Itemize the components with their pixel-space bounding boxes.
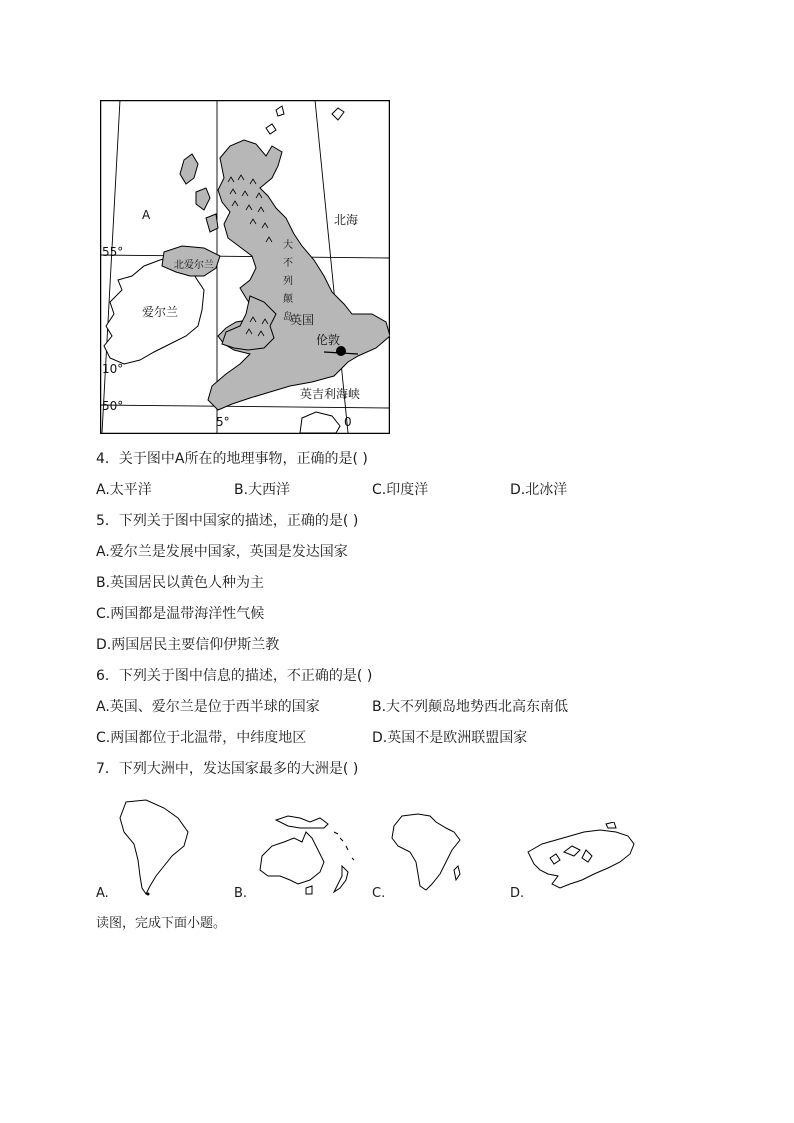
q4-option-b[interactable]: B.大西洋	[234, 482, 291, 498]
q7-option-c[interactable]: C.	[372, 886, 386, 901]
label-lon0: 0	[344, 415, 352, 429]
south-america-outline[interactable]	[116, 798, 196, 902]
europe-outline[interactable]	[520, 822, 640, 900]
label-gb-4: 颠	[283, 294, 293, 305]
label-channel: 英吉利海峡	[300, 387, 361, 401]
question-5-stem: 5．下列关于图中国家的描述，正确的是( )	[96, 513, 359, 529]
label-gb-5: 岛	[283, 312, 293, 323]
label-london: 伦敦	[316, 333, 341, 347]
label-lat50: 50°	[102, 399, 124, 413]
label-lat55: 55°	[102, 245, 124, 259]
q7-option-a[interactable]: A.	[96, 886, 109, 901]
oceania-outline[interactable]	[254, 814, 364, 902]
question-7-stem: 7．下列大洲中，发达国家最多的大洲是( )	[96, 761, 359, 777]
label-gb-2: 不	[283, 258, 293, 269]
q5-option-b[interactable]: B.英国居民以黄色人种为主	[96, 575, 265, 591]
label-northern-ireland: 北爱尔兰	[174, 260, 214, 271]
question-6-stem: 6．下列关于图中信息的描述，不正确的是( )	[96, 668, 373, 684]
label-lon10: 10°	[102, 362, 124, 376]
q4-option-a[interactable]: A.太平洋	[96, 482, 152, 498]
q7-option-b[interactable]: B.	[234, 886, 248, 901]
label-gb-1: 大	[283, 240, 293, 251]
q6-option-d[interactable]: D.英国不是欧洲联盟国家	[372, 730, 528, 746]
label-north-sea: 北海	[334, 213, 359, 227]
london-dot	[336, 346, 346, 356]
label-uk: 英国	[290, 313, 315, 327]
q6-option-a[interactable]: A.英国、爱尔兰是位于西半球的国家	[96, 699, 320, 715]
q6-option-c[interactable]: C.两国都位于北温带，中纬度地区	[96, 730, 307, 746]
label-lon5: 5°	[216, 415, 230, 429]
label-a: A	[142, 208, 151, 222]
question-4-stem: 4．关于图中A所在的地理事物，正确的是( )	[96, 451, 368, 467]
q7-option-d[interactable]: D.	[510, 886, 525, 901]
q5-option-d[interactable]: D.两国居民主要信仰伊斯兰教	[96, 637, 280, 653]
africa-outline[interactable]	[388, 812, 468, 900]
q4-option-c[interactable]: C.印度洋	[372, 482, 429, 498]
label-gb-3: 列	[283, 276, 293, 287]
british-isles-map	[100, 100, 390, 434]
q4-option-d[interactable]: D.北冰洋	[510, 482, 568, 498]
q6-option-b[interactable]: B.大不列颠岛地势西北高东南低	[372, 699, 569, 715]
q5-option-c[interactable]: C.两国都是温带海洋性气候	[96, 606, 265, 622]
label-ireland: 爱尔兰	[142, 305, 179, 319]
reading-instruction: 读图，完成下面小题。	[96, 916, 227, 931]
q5-option-a[interactable]: A.爱尔兰是发展中国家，英国是发达国家	[96, 544, 348, 560]
